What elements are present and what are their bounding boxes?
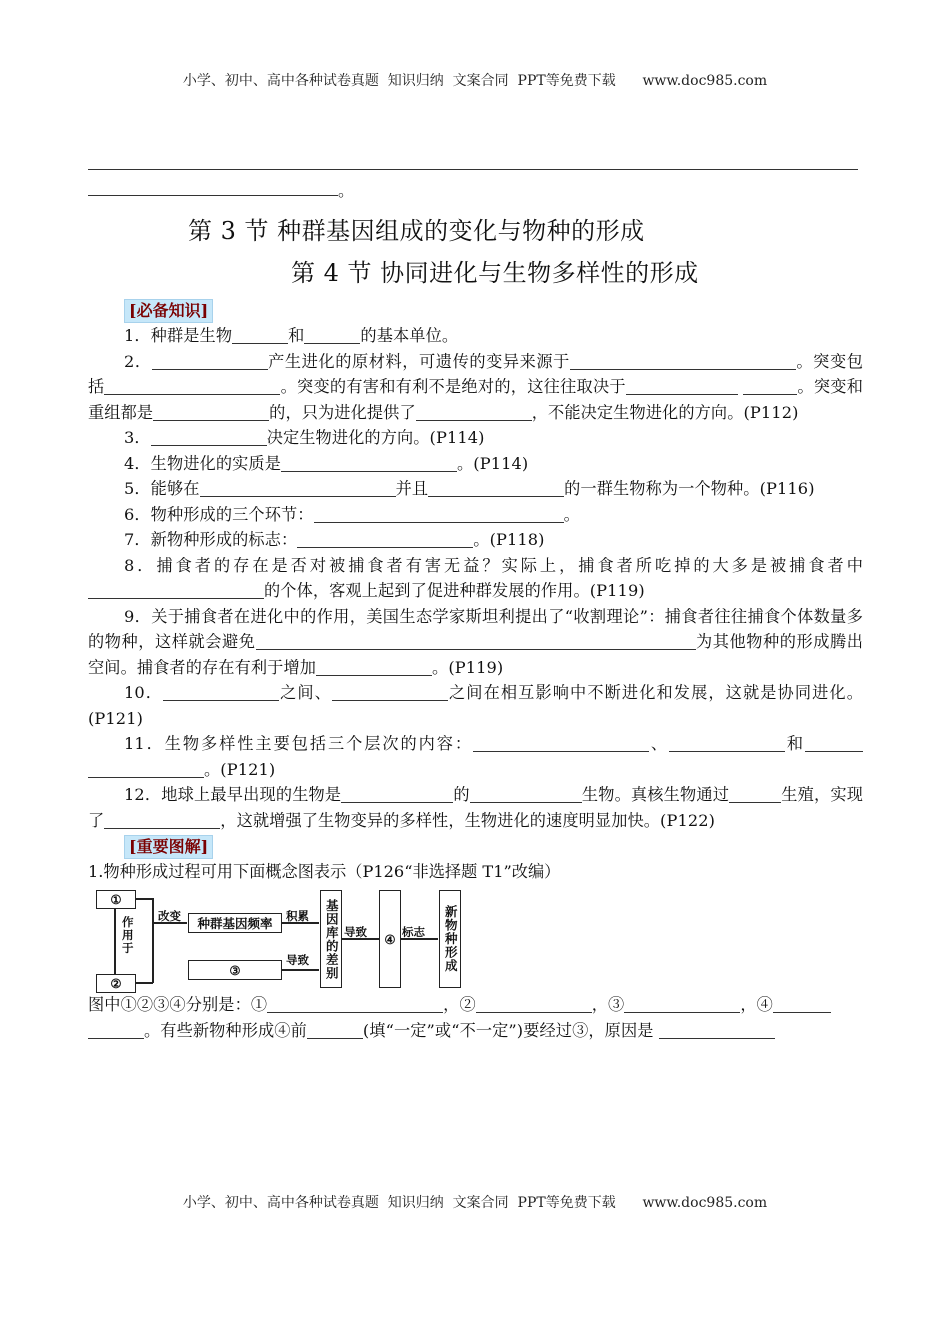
- badge-key-diagram: [重要图解]: [124, 835, 213, 859]
- answer-line-top: [88, 145, 858, 170]
- page-footer: 小学、初中、高中各种试卷真题 知识归纳 文案合同 PPT等免费下载 www.doc985.com: [182, 1195, 768, 1211]
- item-5: 5．能够在 并且 的一群生物称为一个物种。(P116): [124, 479, 815, 498]
- page-header: 小学、初中、高中各种试卷真题 知识归纳 文案合同 PPT等免费下载 www.doc985.com: [182, 73, 768, 89]
- item-4: 4．生物进化的实质是 。(P114): [124, 453, 529, 473]
- diagram-question-2: 。有些新物种形成④前 (填“一定”或“不一定”)要经过③，原因是: [88, 1018, 863, 1044]
- diagram-heading: 1.物种形成过程可用下面概念图表示（P126“非选择题 T1”改编）: [88, 862, 561, 881]
- item-2: 2． 产生进化的原材料，可遗传的变异来源于 。突变包括 。突变的有害和有利不是绝对的，这往往取决于 。突变和重组都是 的，只为进化提供了 ，不能决定生物进化的方向。(P112): [88, 351, 864, 422]
- section-title-4: 第 4 节 协同进化与生物多样性的形成: [291, 259, 699, 287]
- diagram-box-new-species: 新物种形成: [439, 890, 461, 988]
- answer-line-end: 。: [88, 178, 863, 201]
- worksheet-content: [88, 145, 863, 1043]
- diagram-label-mark: 标志: [402, 925, 425, 939]
- item-10: 10． 之间、 之间在相互影响中不断进化和发展，这就是协同进化。(P121): [88, 683, 863, 728]
- concept-diagram: [88, 888, 468, 992]
- item-9: 9．关于捕食者在进化中的作用，美国生态学家斯坦利提出了“收割理论”：捕食者往往捕食个体数量多的物种，这样就会避免 为其他物种的形成腾出空间。捕食者的存在有利于增加 。(P119): [88, 606, 863, 677]
- diagram-box-3: ③: [188, 960, 282, 980]
- diagram-box-gene-pool: 基因库的差别: [320, 890, 342, 988]
- diagram-box-2: ②: [96, 974, 136, 993]
- item-1: 1．种群是生物 和 的基本单位。: [124, 326, 459, 345]
- diagram-label-accumulate: 积累: [286, 909, 309, 923]
- item-8: 8．捕食者的存在是否对被捕食者有害无益？实际上，捕食者所吃掉的大多是被捕食者中的个体，客观上起到了促进种群发展的作用。(P119): [88, 553, 863, 604]
- item-3: 3． 决定生物进化的方向。(P114): [124, 428, 485, 447]
- diagram-label-act-on: 作用于: [122, 915, 134, 955]
- diagram-box-1: ①: [96, 890, 136, 909]
- item-6: 6．物种形成的三个环节： 。: [124, 504, 580, 524]
- diagram-label-change: 改变: [158, 909, 181, 923]
- item-11: 11．生物多样性主要包括三个层次的内容： 、 和 。(P121): [88, 731, 863, 782]
- item-12: 12．地球上最早出现的生物是 的 生物。真核生物通过 生殖，实现了 ，这就增强了生物变异的多样性，生物进化的速度明显加快。(P122): [88, 785, 863, 830]
- diagram-box-gene-frequency: 种群基因频率: [188, 913, 282, 933]
- section-title-3: 第 3 节 种群基因组成的变化与物种的形成: [188, 217, 645, 245]
- diagram-question-1: 图中①②③④分别是：① ，② ，③ ，④: [88, 992, 863, 1018]
- badge-essential-knowledge: [必备知识]: [124, 299, 213, 323]
- diagram-label-lead-2: 导致: [344, 925, 367, 939]
- diagram-label-lead-1: 导致: [286, 953, 309, 967]
- item-7: 7．新物种形成的标志： 。(P118): [124, 530, 545, 549]
- diagram-box-4: ④: [379, 890, 401, 988]
